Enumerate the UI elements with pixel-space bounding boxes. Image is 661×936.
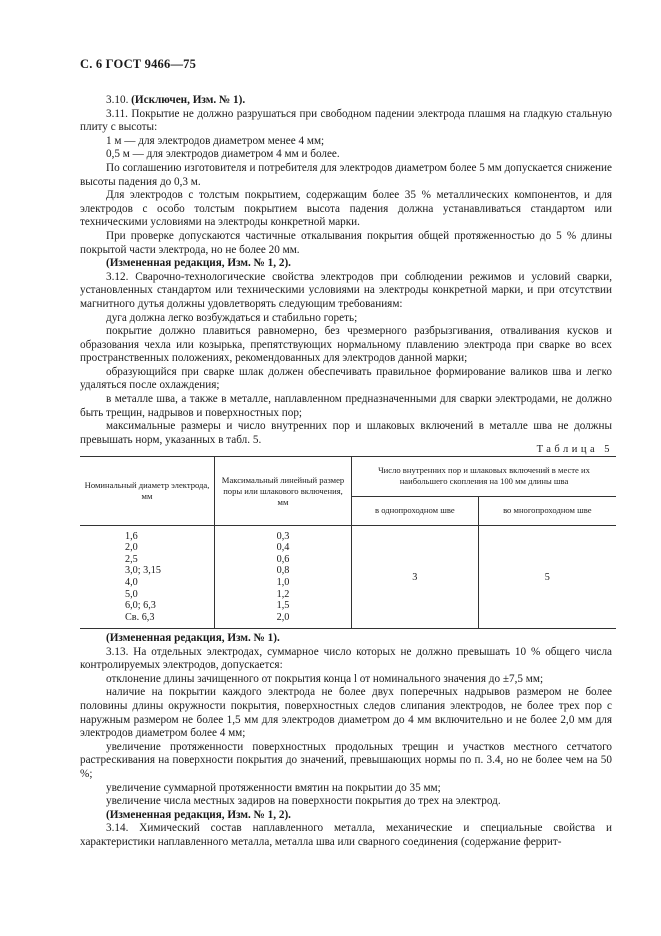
- paragraph: [80, 420, 612, 447]
- size-value: 0,6: [276, 553, 290, 565]
- header-count-group: Число внутренних пор и шлаковых включений в месте их наибольшего скопления на 100 мм длины шва: [352, 457, 617, 497]
- clause-number: 3.10.: [106, 94, 132, 106]
- paragraph-text: дуга должна легко возбуждаться и стабильно гореть;: [106, 311, 358, 324]
- paragraph: [80, 271, 612, 312]
- size-value: 0,8: [276, 565, 290, 577]
- size-value: 1,5: [276, 600, 290, 612]
- header-max-size: Максимальный линейный размер поры или шлакового включения, мм: [215, 457, 352, 526]
- paragraph-text: покрытие должно плавиться равномерно, без чрезмерного разбрызгивания, отваливания кусков и образования чехла или козырька, препятствующих нормальному плавлению электрода при сварке во всех пространственных положениях, рекомендованных для электродов данной марки;: [80, 325, 612, 365]
- diameter-value: 4,0: [125, 577, 138, 588]
- paragraph: [80, 312, 612, 326]
- paragraph: [80, 189, 612, 230]
- size-value: 0,3: [276, 530, 290, 542]
- paragraph-text: По соглашению изготовителя и потребителя для электродов диаметром более 5 мм допускается снижение высоты падения до 0,3 м.: [80, 161, 612, 188]
- header-single-pass: в однопроходном шве: [352, 496, 479, 525]
- paragraph-text: 0,5 м — для электродов диаметром 4 мм и более.: [106, 148, 340, 161]
- clause-number: 3.13.: [106, 645, 134, 658]
- diameter-value: Св. 6,3: [125, 611, 155, 623]
- paragraph-text: увеличение суммарной протяженности вмятин на покрытии до 35 мм;: [106, 781, 441, 794]
- revision-note: (Измененная редакция, Изм. № 1, 2).: [106, 257, 291, 270]
- paragraph: [80, 795, 612, 809]
- revision-note: (Измененная редакция, Изм. № 1).: [106, 632, 280, 644]
- paragraph: [80, 673, 612, 687]
- table-caption: Таблица 5: [536, 444, 613, 455]
- size-value: 2,0: [276, 611, 290, 623]
- paragraph: [80, 325, 612, 366]
- paragraph: [80, 822, 612, 849]
- revision-note: (Измененная редакция, Изм. № 1, 2).: [106, 808, 291, 821]
- paragraph: [80, 230, 612, 257]
- paragraph-text: Покрытие не должно разрушаться при свободном падении электрода плашмя на гладкую стальную плиту с высоты:: [80, 107, 612, 134]
- page-header: С. 6 ГОСТ 9466—75: [80, 57, 197, 71]
- diameter-value: 6,0; 6,3: [125, 600, 156, 612]
- size-value: 1,0: [276, 577, 290, 588]
- size-list: [218, 531, 348, 624]
- size-cell: [215, 526, 352, 629]
- paragraph-text: При проверке допускаются частичные откалывания покрытия общей протяженностью до 5 % длины покрытой части электрода, но не более 20 мм.: [80, 229, 612, 256]
- header-diameter: Номинальный диаметр электрода, мм: [80, 457, 215, 526]
- paragraph-text: максимальные размеры и число внутренних пор и шлаковых включений в металле шва не должны превышать норм, указанных в табл. 5.: [80, 420, 612, 446]
- body-text-top: [80, 94, 612, 447]
- multi-pass-value: 5: [478, 526, 616, 629]
- paragraph: [80, 366, 612, 393]
- size-value: 0,4: [276, 542, 290, 554]
- paragraph: [80, 94, 612, 108]
- paragraph-text: Химический состав наплавленного металла, механические и специальные свойства и характеристики наплавленного металла, металла шва или сварного соединения (содержание феррит-: [80, 822, 612, 848]
- clause-number: 3.11.: [106, 107, 132, 120]
- paragraph-text: отклонение длины зачищенного от покрытия конца l от номинального значения до ±7,5 мм;: [106, 672, 544, 685]
- paragraph-text: На отдельных электродах, суммарное число которых не должно превышать 10 % общего числа контролируемых электродов, допускается:: [80, 645, 613, 672]
- paragraph-text: наличие на покрытии каждого электрода не более двух поперечных надрывов размером не более половины длины окружности покрытия, поверхностных следов слипания электродов, не более трех пор с наружным размером не более 1,5 мм для электродов диаметром до 4 мм включительно и не более 2,0 мм для электродов диаметром более 4 мм;: [80, 686, 612, 740]
- paragraph: [80, 646, 612, 673]
- paragraph: [80, 809, 612, 823]
- paragraph: [80, 148, 612, 162]
- header-multi-pass: во многопроходном шве: [478, 496, 616, 525]
- paragraph: [80, 108, 612, 135]
- diameter-value: 1,6: [125, 530, 138, 542]
- paragraph: [80, 782, 612, 796]
- paragraph: [80, 257, 612, 271]
- paragraph-text: образующийся при сварке шлак должен обеспечивать правильное формирование валиков шва и легко удаляться после охлаждения;: [80, 365, 612, 392]
- clause-number: 3.14.: [106, 822, 140, 835]
- table-5: [80, 456, 616, 629]
- diameter-value: 3,0; 3,15: [125, 565, 161, 577]
- paragraph: [80, 162, 612, 189]
- single-pass-value: 3: [352, 526, 479, 629]
- paragraph: [80, 632, 612, 646]
- paragraph-text: Сварочно-технологические свойства электродов при соблюдении режимов и условий сварки, установленных стандартом или техническими условиями на электроды конкретной марки, и при отсутствии магнитного дутья должны удовлетворять следующим требованиям:: [80, 270, 612, 310]
- diameter-value: 2,5: [125, 553, 138, 565]
- body-text-bottom: [80, 632, 612, 850]
- paragraph: [80, 741, 612, 782]
- paragraph-text: Для электродов с толстым покрытием, содержащим более 35 % металлических компонентов, и для электродов с особо толстым покрытием высота падения должна устанавливаться стандартом или техническими условиями на электроды конкретной марки.: [80, 189, 612, 229]
- paragraph-text: 1 м — для электродов диаметром менее 4 мм;: [106, 134, 325, 147]
- diameter-value: 5,0: [125, 588, 138, 600]
- paragraph-text: в металле шва, а также в металле, наплавленном предназначенными для сварки электродами, не должно быть трещин, надрывов и поверхностных пор;: [80, 393, 612, 419]
- diameter-list: [83, 531, 211, 624]
- paragraph: [80, 135, 612, 149]
- size-value: 1,2: [276, 588, 290, 600]
- paragraph-text: увеличение числа местных задиров на поверхности покрытия до трех на электрод.: [106, 795, 501, 808]
- diameter-cell: [80, 526, 215, 629]
- paragraph: [80, 686, 612, 740]
- revision-note: (Исключен, Изм. № 1).: [131, 94, 246, 106]
- paragraph: [80, 393, 612, 420]
- diameter-value: 2,0: [125, 542, 138, 554]
- paragraph-text: увеличение протяженности поверхностных продольных трещин и участков местного сетчатого растрескивания на поверхности покрытия до значений, превышающих нормы по п. 3.4, но не более чем на 50 %;: [80, 740, 612, 780]
- clause-number: 3.12.: [106, 270, 136, 283]
